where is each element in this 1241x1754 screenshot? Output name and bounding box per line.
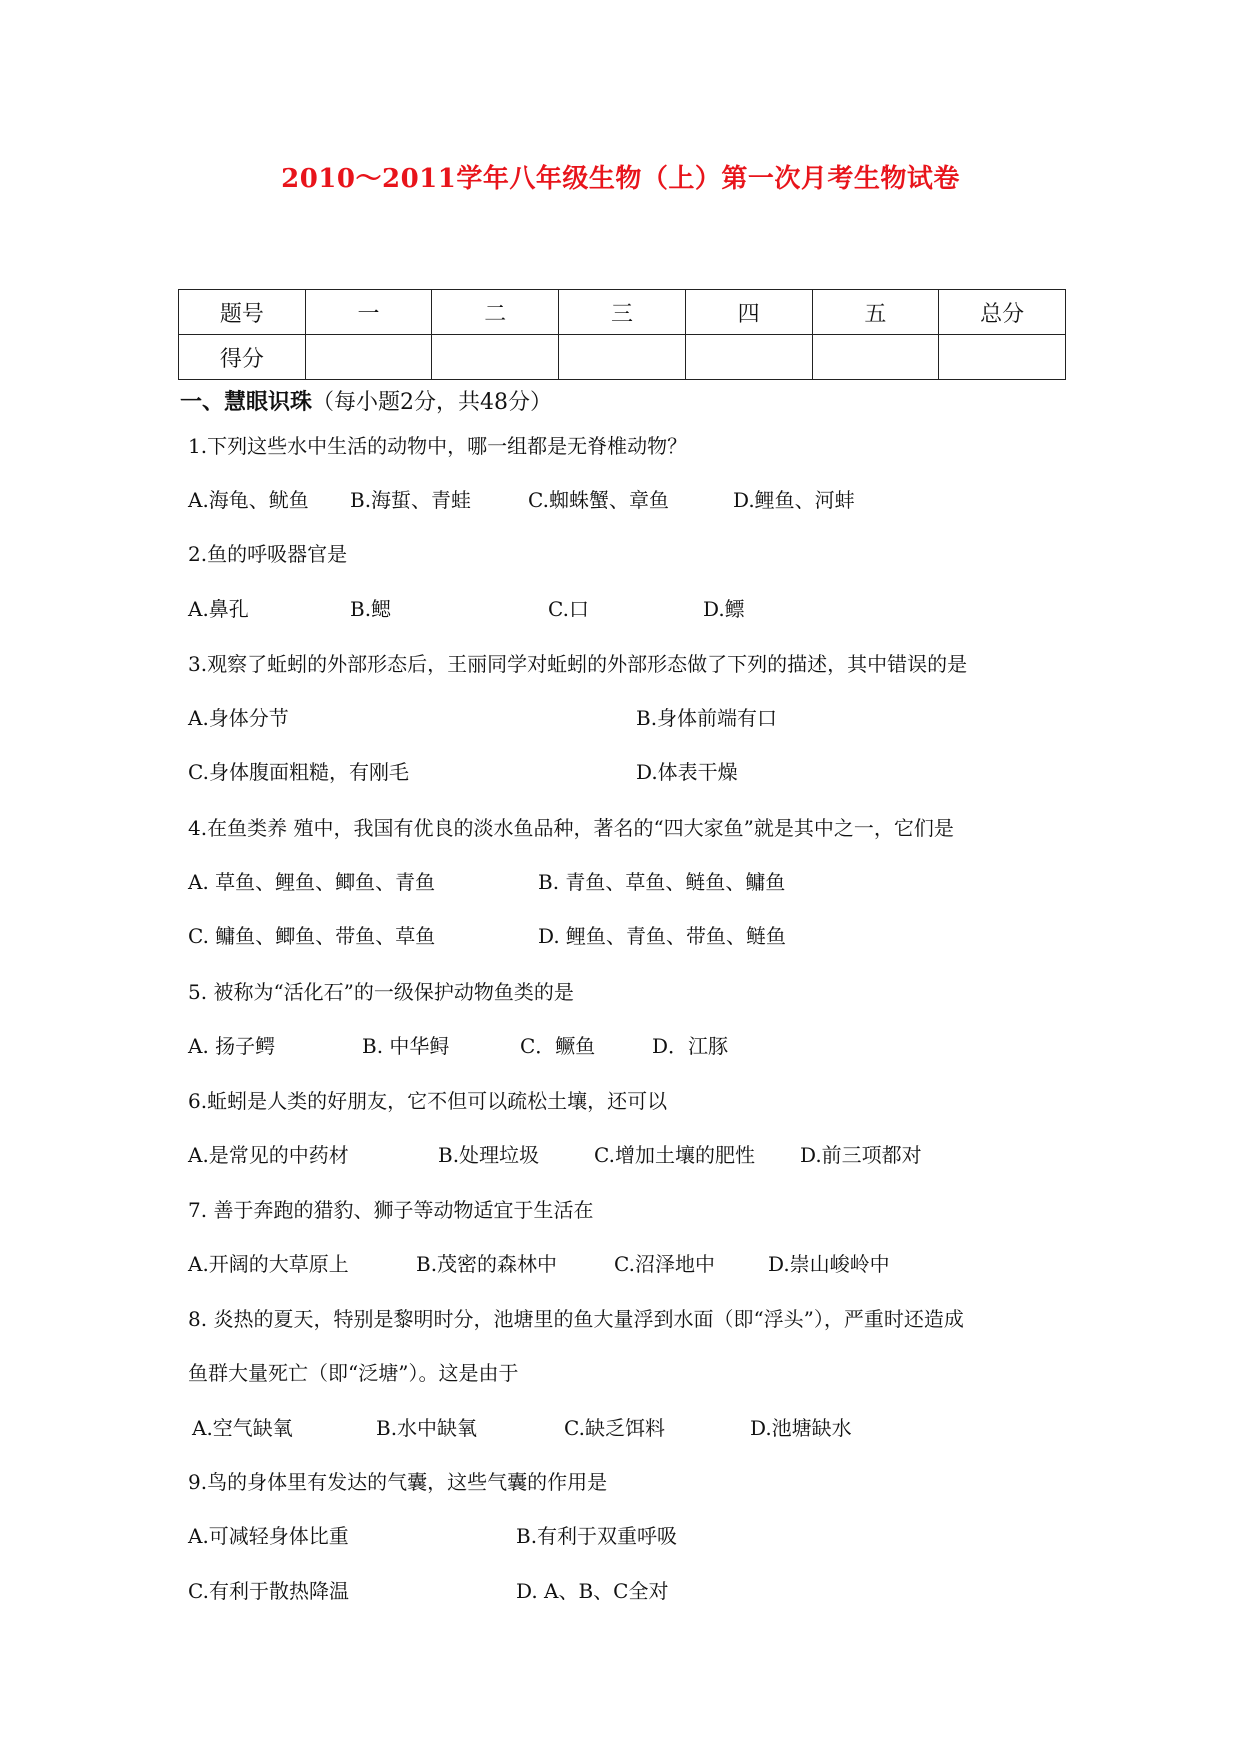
answer-option: D.鳔 [703,597,745,621]
section-title: 一、慧眼识珠 [180,389,313,415]
score-table-score-row [179,335,1066,380]
answer-option: C.有利于散热降温 [188,1579,349,1603]
score-table-header-cell: 四 [685,290,812,335]
answer-option: D.池塘缺水 [750,1416,852,1440]
answer-option: C.增加土壤的肥性 [594,1143,755,1167]
answer-option: C.蜘蛛蟹、章鱼 [528,488,669,512]
score-cell [685,335,812,380]
answer-option: B. 中华鲟 [362,1034,450,1058]
question-stem: 6.蚯蚓是人类的好朋友，它不但可以疏松土壤，还可以 [188,1089,668,1113]
question-stem: 9.鸟的身体里有发达的气囊，这些气囊的作用是 [188,1470,608,1494]
question-stem: 3.观察了蚯蚓的外部形态后，王丽同学对蚯蚓的外部形态做了下列的描述，其中错误的是 [188,652,968,676]
score-table-row-label: 得分 [179,335,306,380]
score-cell [559,335,686,380]
answer-option: A.开阔的大草原上 [188,1252,349,1276]
answer-option: B.水中缺氧 [376,1416,478,1440]
answer-option: B.海蜇、青蛙 [350,488,472,512]
score-table-header-cell: 五 [812,290,939,335]
score-table-header-cell: 总分 [939,290,1066,335]
score-cell [812,335,939,380]
question-stem: 8. 炎热的夏天，特别是黎明时分，池塘里的鱼大量浮到水面（即“浮头”），严重时还造成 [188,1307,964,1331]
question-stem-continued: 鱼群大量死亡（即“泛塘”）。这是由于 [188,1361,519,1385]
answer-option: B.处理垃圾 [438,1143,540,1167]
answer-option: C.缺乏饵料 [564,1416,665,1440]
answer-option: D.体表干燥 [636,760,738,784]
score-cell [305,335,432,380]
answer-option: A. 扬子鳄 [188,1034,276,1058]
answer-option: C. 鳙鱼、鲫鱼、带鱼、草鱼 [188,924,436,948]
question-stem: 5. 被称为“活化石”的一级保护动物鱼类的是 [188,980,574,1004]
answer-option: D.鲤鱼、河蚌 [733,488,855,512]
section-heading [180,387,552,418]
answer-option: D.前三项都对 [800,1143,922,1167]
answer-option: A.海龟、鱿鱼 [188,488,309,512]
score-table-header-cell: 三 [559,290,686,335]
score-table-header-cell: 二 [432,290,559,335]
score-table-header-cell: 一 [305,290,432,335]
answer-option: B.身体前端有口 [636,706,778,730]
question-stem: 2.鱼的呼吸器官是 [188,542,348,566]
answer-option: C.沼泽地中 [614,1252,715,1276]
answer-option: A.鼻孔 [188,597,249,621]
answer-option: C.身体腹面粗糙，有刚毛 [188,760,409,784]
answer-option: B.鳃 [350,597,392,621]
answer-option: B.有利于双重呼吸 [516,1524,678,1548]
question-stem: 7. 善于奔跑的猎豹、狮子等动物适宜于生活在 [188,1198,594,1222]
answer-option: A.身体分节 [188,706,289,730]
answer-option: B. 青鱼、草鱼、鲢鱼、鳙鱼 [538,870,786,894]
question-stem: 4.在鱼类养 殖中，我国有优良的淡水鱼品种，著名的“四大家鱼”就是其中之一，它们是 [188,816,954,840]
section-note: （每小题2分，共48分） [312,390,553,415]
score-cell [432,335,559,380]
answer-option: D．江豚 [652,1034,729,1058]
answer-option: A.是常见的中药材 [188,1143,349,1167]
answer-option: D. A、B、C全对 [516,1579,669,1603]
score-table-header-row [179,290,1066,335]
answer-option: D. 鲤鱼、青鱼、带鱼、鲢鱼 [538,924,787,948]
page-title: 2010～2011学年八年级生物（上）第一次月考生物试卷 [281,164,960,194]
score-cell [939,335,1066,380]
answer-option: C．鳜鱼 [520,1034,596,1058]
answer-option: A.可减轻身体比重 [188,1524,349,1548]
score-table-header-cell: 题号 [179,290,306,335]
answer-option: B.茂密的森林中 [416,1252,558,1276]
answer-option: A.空气缺氧 [192,1416,293,1440]
question-stem: 1.下列这些水中生活的动物中，哪一组都是无脊椎动物？ [188,434,688,458]
score-table [178,289,1066,380]
answer-option: C.口 [548,597,589,621]
answer-option: D.崇山峻岭中 [768,1252,890,1276]
answer-option: A. 草鱼、鲤鱼、鲫鱼、青鱼 [188,870,436,894]
